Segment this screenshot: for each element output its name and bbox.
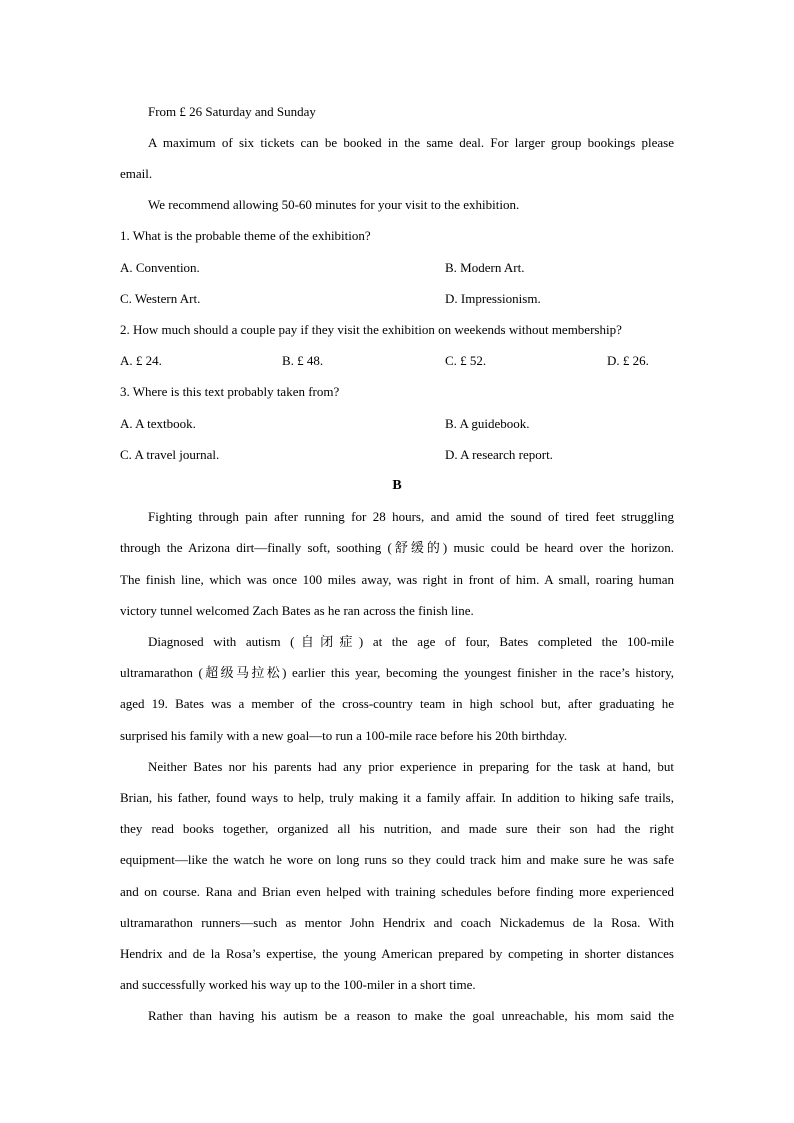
question-1-option-a[interactable]: A. Convention. [120, 260, 200, 275]
question-3-option-b[interactable]: B. A guidebook. [445, 416, 530, 431]
passage-b-line: Diagnosed with autism (自闭症) at the age of four, Bates completed the 100-mile [148, 634, 674, 649]
question-3-option-a[interactable]: A. A textbook. [120, 416, 196, 431]
passage-b-line: Fighting through pain after running for 28 hours, and amid the sound of tired feet struggling [148, 509, 674, 524]
passage-b-line: equipment—like the watch he wore on long runs so they could track him and make sure he was safe [120, 852, 674, 867]
ticket-price-line: From £ 26 Saturday and Sunday [148, 104, 316, 119]
booking-limit-line-cont: email. [120, 166, 153, 181]
question-2-option-d[interactable]: D. £ 26. [607, 353, 649, 368]
question-2-stem: 2. How much should a couple pay if they visit the exhibition on weekends without membership? [120, 322, 622, 337]
passage-b-line: The finish line, which was once 100 miles away, was right in front of him. A small, roaring human [120, 572, 674, 587]
passage-b-line: aged 19. Bates was a member of the cross-country team in high school but, after graduating he [120, 696, 674, 711]
question-3-option-d[interactable]: D. A research report. [445, 447, 553, 462]
question-3-stem: 3. Where is this text probably taken from? [120, 384, 340, 399]
question-2-option-a[interactable]: A. £ 24. [120, 353, 162, 368]
question-1-option-c[interactable]: C. Western Art. [120, 291, 201, 306]
passage-b-line: they read books together, organized all his nutrition, and made sure their son had the right [120, 821, 674, 836]
booking-limit-line: A maximum of six tickets can be booked in the same deal. For larger group bookings please [148, 135, 674, 150]
question-1-stem: 1. What is the probable theme of the exhibition? [120, 228, 371, 243]
passage-b-line: victory tunnel welcomed Zach Bates as he ran across the finish line. [120, 603, 474, 618]
question-1-option-b[interactable]: B. Modern Art. [445, 260, 525, 275]
passage-b-line: ultramarathon runners—such as mentor John Hendrix and coach Nickademus de la Rosa. With [120, 915, 674, 930]
passage-b-line: ultramarathon (超级马拉松) earlier this year, becoming the youngest finisher in the race’s history, [120, 665, 674, 680]
passage-b-line: Brian, his father, found ways to help, truly making it a family affair. In addition to hiking safe trails, [120, 790, 674, 805]
passage-b-line: and on course. Rana and Brian even helped with training schedules before finding more experienced [120, 884, 674, 899]
passage-b-line: through the Arizona dirt—finally soft, soothing (舒缓的) music could be heard over the horizon. [120, 540, 674, 555]
visit-duration-line: We recommend allowing 50-60 minutes for your visit to the exhibition. [148, 197, 520, 212]
question-3-option-c[interactable]: C. A travel journal. [120, 447, 220, 462]
question-2-option-b[interactable]: B. £ 48. [282, 353, 324, 368]
passage-b-line: Rather than having his autism be a reason to make the goal unreachable, his mom said the [148, 1008, 674, 1023]
passage-b-line: and successfully worked his way up to the 100-miler in a short time. [120, 977, 476, 992]
question-1-option-d[interactable]: D. Impressionism. [445, 291, 541, 306]
question-2-option-c[interactable]: C. £ 52. [445, 353, 487, 368]
section-b-heading: B [392, 478, 402, 493]
passage-b-line: Hendrix and de la Rosa’s expertise, the young American prepared by competing in shorter distances [120, 946, 674, 961]
passage-b-line: Neither Bates nor his parents had any prior experience in preparing for the task at hand, but [148, 759, 674, 774]
passage-b-line: surprised his family with a new goal—to run a 100-mile race before his 20th birthday. [120, 728, 568, 743]
